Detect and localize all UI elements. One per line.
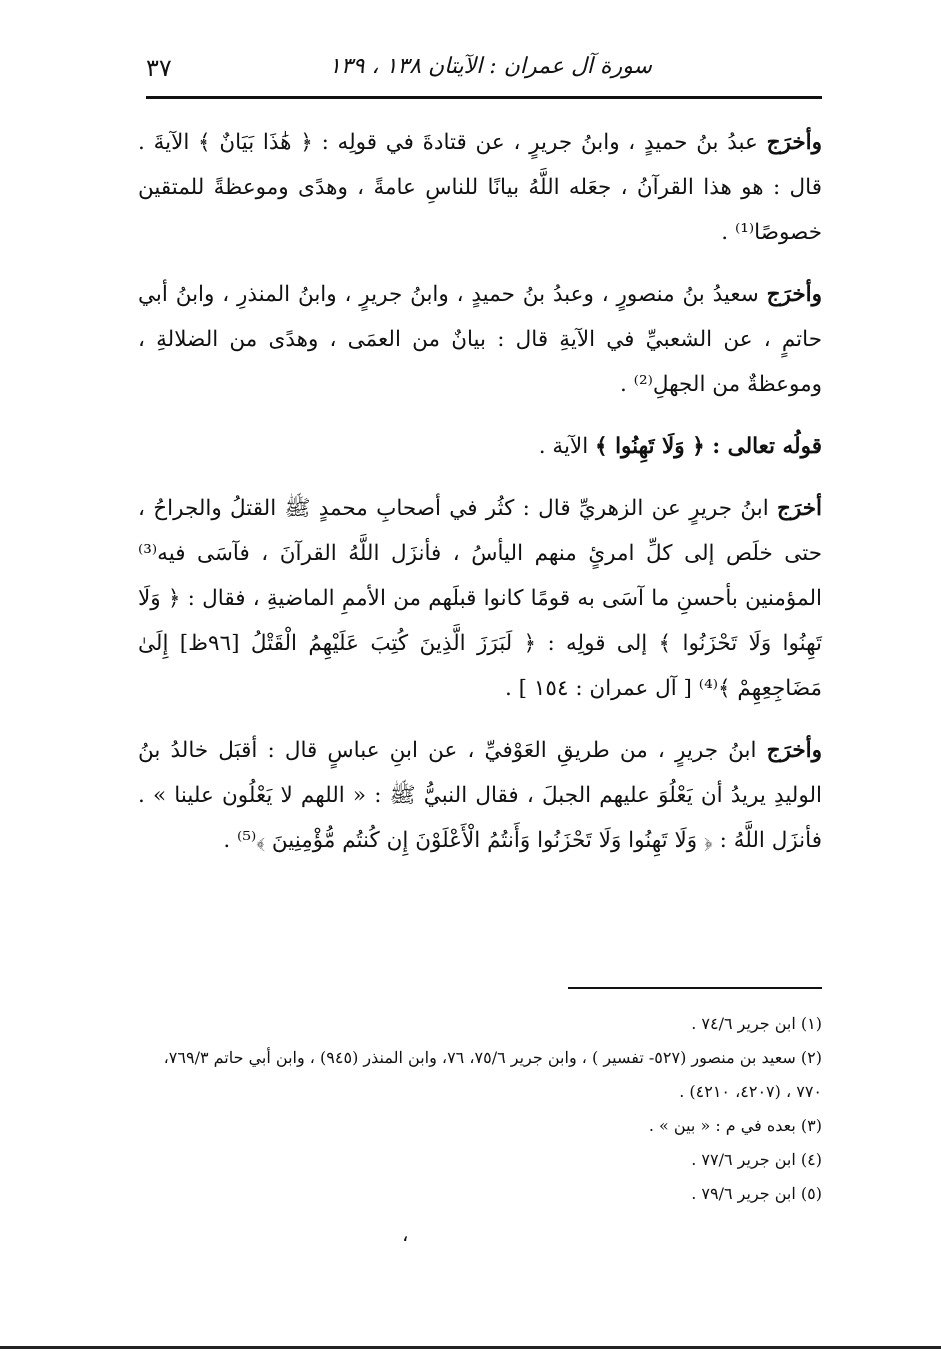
footnote-2: (٢) سعيد بن منصور (٥٢٧- تفسير ) ، وابن جرير ٧٥/٦، ٧٦، وابن المنذر (٩٤٥) ، وابن أبي حاتم ٧٦٩/٣، ٧٧٠ ، (٤٢٠٧، ٤٢١٠) . <box>163 1048 822 1101</box>
running-title: سورة آل عمران : الآيتان ١٣٨ ، ١٣٩ <box>329 54 652 79</box>
section-heading <box>138 424 822 469</box>
signature-mark: ، <box>402 1222 409 1246</box>
footnotes-divider <box>568 987 822 989</box>
main-text <box>138 120 822 880</box>
paragraph-2 <box>138 272 822 407</box>
header-divider <box>146 96 822 99</box>
footnotes <box>138 1007 822 1211</box>
page-number: ٣٧ <box>146 54 172 82</box>
paragraph-text: ابنُ جريرٍ ، من طريقِ العَوْفيِّ ، عن ابنِ عباسٍ قال : أقبَل خالدُ بنُ الوليدِ يريدُ أن يَعْلُوَ عليهم الجبلَ ، فقال النبيُّ ﷺ : « اللهم لا يَعْلُون علينا » . فأنزَل اللَّهُ : ﴿ وَلَا تَهِنُوا وَلَا تَحْزَنُوا وَأَنتُمُ الْأَعْلَوْنَ إِن كُنتُم مُّؤْمِنِينَ ﴾⁽⁵⁾ . <box>138 738 822 853</box>
footnote-3: (٣) بعده في م : « بين » . <box>648 1116 822 1135</box>
paragraph-4 <box>138 728 822 863</box>
paragraph-text: ابنُ جريرٍ عن الزهريِّ قال : كثُر في أصحابِ محمدٍ ﷺ القتلُ والجراحُ ، حتى خلَص إلى كلِّ امرئٍ منهم اليأسُ ، فأنزَل اللَّهُ القرآنَ ، فآسَى فيه⁽³⁾ المؤمنين بأحسنِ ما آسَى به قومًا كانوا قبلَهم من الأممِ الماضيةِ ، فقال : ﴿ وَلَا تَهِنُوا وَلَا تَحْزَنُوا ﴾ إلى قولِه : ﴿ لَبَرَزَ الَّذِينَ كُتِبَ عَلَيْهِمُ الْقَتْلُ [٩٦ظ] إِلَىٰ مَضَاجِعِهِمْ ﴾⁽⁴⁾ [ آل عمران : ١٥٤ ] . <box>138 496 823 701</box>
footnote-4: (٤) ابن جرير ٧٧/٦ . <box>691 1150 822 1169</box>
heading-suffix: الآية . <box>538 434 595 459</box>
page-bottom-edge <box>0 1346 941 1349</box>
footnote-1: (١) ابن جرير ٧٤/٦ . <box>691 1014 822 1033</box>
paragraph-text: سعيدُ بنُ منصورٍ ، وعبدُ بنُ حميدٍ ، وابنُ جريرٍ ، وابنُ المنذرِ ، وابنُ أبي حاتمٍ ، عن الشعبيِّ في الآيةِ قال : بيانٌ من العمَى ، وهدًى من الضلالةِ ، وموعظةٌ من الجهلِ⁽²⁾ . <box>138 282 822 397</box>
footnote-5: (٥) ابن جرير ٧٩/٦ . <box>691 1184 822 1203</box>
paragraph-lead: وأخرَج <box>766 282 822 307</box>
paragraph-lead: وأخرَج <box>766 738 822 763</box>
heading-text: قولُه تعالى : ﴿ وَلَا تَهِنُوا ﴾ <box>595 434 822 459</box>
paragraph-lead: وأخرَج <box>766 130 822 155</box>
paragraph-3 <box>138 486 822 711</box>
paragraph-text: عبدُ بنُ حميدٍ ، وابنُ جريرٍ ، عن قتادةَ في قولِه : ﴿ هَٰذَا بَيَانٌ ﴾ الآيةَ . قال : هو هذا القرآنُ ، جعَله اللَّهُ بيانًا للناسِ عامةً ، وهدًى وموعظةً للمتقين خصوصًا⁽¹⁾ . <box>138 130 822 245</box>
paragraph-1 <box>138 120 822 255</box>
paragraph-lead: أخرَج <box>776 496 822 521</box>
page-header <box>146 40 822 96</box>
